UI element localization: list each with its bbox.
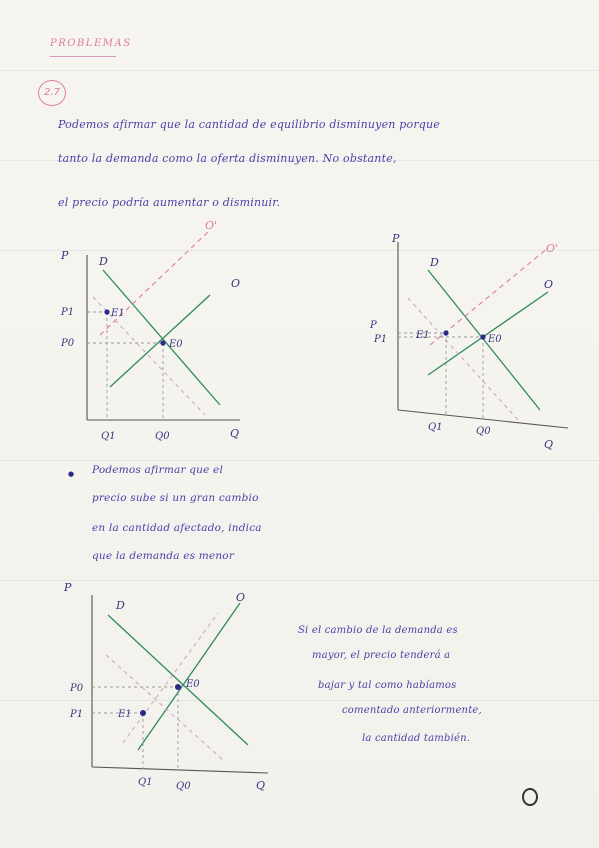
graph-1-supply-shifted-curve — [100, 230, 210, 335]
graph-1-e0-point — [160, 340, 165, 345]
graph-2-e0-point — [480, 334, 485, 339]
graph-1-p0-label: P0 — [61, 338, 75, 349]
graph-3-axis-q-label: Q — [256, 779, 266, 792]
graph-3-supply-shifted-curve — [123, 613, 218, 743]
graph-2 — [368, 230, 578, 460]
graph-1-e0-label: E0 — [169, 339, 183, 350]
graph-3-e0-point — [175, 684, 181, 690]
note-2-line-1: Si el cambio de la demanda es — [298, 625, 458, 636]
graph-3-axis-p-label: P — [64, 581, 72, 594]
graph-1-supply-curve — [110, 295, 210, 387]
note-1-line-1: Podemos afirmar que el — [92, 464, 224, 476]
graph-3-p0-label: P0 — [70, 683, 84, 694]
graph-3-supply-label: O — [236, 591, 246, 604]
graph-2-demand-shifted-curve — [408, 298, 518, 420]
graph-2-p-label: P — [370, 320, 377, 331]
graph-1-q1-label: Q1 — [101, 431, 116, 442]
graph-1-supply-label: O — [231, 277, 241, 290]
graph-1-demand-curve — [103, 270, 220, 405]
graph-3-demand-label: D — [116, 599, 125, 612]
graph-1 — [55, 215, 265, 445]
problem-number: 2.7 — [38, 80, 66, 106]
note-2-line-4: comentado anteriormente, — [342, 705, 482, 716]
graph-1-q0-label: Q0 — [155, 431, 170, 442]
ruled-line — [0, 70, 599, 71]
note-1-line-3: en la cantidad afectado, indica — [92, 522, 262, 534]
note-2-line-5: la cantidad también. — [362, 733, 471, 744]
graph-1-supply-shift-label: O' — [205, 219, 218, 232]
graph-2-axis-p-label: P — [392, 232, 400, 245]
graph-1-e1-point — [104, 309, 109, 314]
bullet-dot: ● — [68, 470, 75, 478]
graph-3-demand-shifted-curve — [106, 655, 223, 760]
intro-line-1: Podemos afirmar que la cantidad de equilibrio disminuyen porque — [58, 118, 441, 131]
graph-2-supply-shift-label: O' — [546, 242, 559, 255]
graph-1-demand-label: D — [99, 255, 108, 268]
graph-3-e1-point — [140, 710, 146, 716]
graph-3 — [48, 575, 278, 795]
note-1-line-4: que la demanda es menor — [92, 550, 235, 562]
graph-2-p1-label: P1 — [374, 334, 388, 345]
graph-1-p1-label: P1 — [61, 307, 75, 318]
intro-line-2: tanto la demanda como la oferta disminuyen. No obstante, — [58, 152, 397, 165]
graph-3-q1-label: Q1 — [138, 777, 153, 788]
graph-2-e1-label: E1 — [416, 330, 430, 341]
graph-2-q0-label: Q0 — [476, 426, 491, 437]
page-corner-mark — [522, 788, 538, 806]
graph-3-e1-label: E1 — [118, 709, 132, 720]
page-header-title: PROBLEMAS — [50, 38, 132, 49]
graph-1-e1-label: E1 — [111, 308, 125, 319]
graph-3-x-axis — [92, 767, 268, 773]
graph-2-supply-shifted-curve — [430, 248, 548, 345]
ruled-line — [0, 460, 599, 461]
graph-3-q0-label: Q0 — [176, 781, 191, 792]
note-1-line-2: precio sube si un gran cambio — [92, 492, 259, 504]
header-underline — [50, 56, 116, 57]
graph-1-axis-p-label: P — [61, 249, 69, 262]
graph-1-axis-q-label: Q — [230, 427, 240, 440]
graph-2-e0-label: E0 — [488, 334, 502, 345]
graph-2-q1-label: Q1 — [428, 422, 443, 433]
graph-3-p1-label: P1 — [70, 709, 84, 720]
graph-3-supply-curve — [138, 603, 240, 750]
graph-2-demand-curve — [428, 270, 540, 410]
graph-3-e0-label: E0 — [186, 679, 200, 690]
intro-line-3: el precio podría aumentar o disminuir. — [58, 196, 281, 209]
graph-2-axis-q-label: Q — [544, 438, 554, 451]
note-2-line-2: mayor, el precio tenderá a — [312, 650, 451, 661]
graph-2-supply-label: O — [544, 278, 554, 291]
graph-2-e1-point — [443, 330, 448, 335]
graph-2-demand-label: D — [430, 256, 439, 269]
note-2-line-3: bajar y tal como habíamos — [318, 680, 457, 691]
